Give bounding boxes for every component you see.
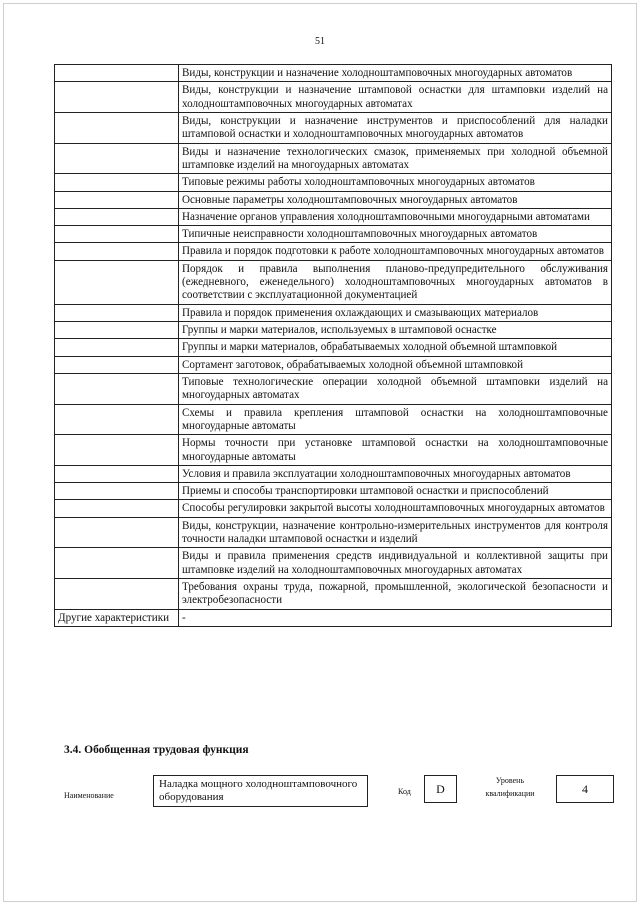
table-row: [55, 191, 612, 208]
row-label-empty: [55, 191, 179, 208]
level-label-line1: Уровень: [495, 776, 525, 785]
knowledge-item: Виды и назначение технологических смазок, применяемых при холодной объемной штамповке изделий на многоударных автоматах: [179, 143, 612, 174]
knowledge-item: Схемы и правила крепления штамповой оснастки на холодноштамповочные многоударные автоматы: [179, 404, 612, 435]
table-row: [55, 373, 612, 404]
table-row: [55, 143, 612, 174]
row-label-empty: [55, 208, 179, 225]
knowledge-item: Группы и марки материалов, обрабатываемых холодной объемной штамповкой: [179, 339, 612, 356]
function-name-box: Наладка мощного холодноштамповочного оборудования: [153, 775, 368, 807]
knowledge-item: Виды и правила применения средств индивидуальной и коллективной защиты при штамповке изделий на холодноштамповочных многоударных автоматах: [179, 548, 612, 579]
knowledge-item: Типовые режимы работы холодноштамповочных многоударных автоматов: [179, 174, 612, 191]
row-label-empty: [55, 82, 179, 113]
row-label-empty: [55, 304, 179, 321]
knowledge-item: Нормы точности при установке штамповой оснастки на холодноштамповочные многоударные автоматы: [179, 435, 612, 466]
table-row: [55, 404, 612, 435]
code-label: Код: [398, 787, 411, 796]
row-label-empty: [55, 404, 179, 435]
knowledge-item: Правила и порядок подготовки к работе холодноштамповочных многоударных автоматов: [179, 243, 612, 260]
table-row: [55, 112, 612, 143]
other-characteristics-row: [55, 609, 612, 626]
row-label-empty: [55, 174, 179, 191]
row-label-empty: [55, 465, 179, 482]
row-label-empty: [55, 483, 179, 500]
knowledge-item: Виды, конструкции и назначение штамповой оснастки для штамповки изделий на холодноштамповочных многоударных автоматах: [179, 82, 612, 113]
requirements-table-body: [55, 65, 612, 627]
row-label-empty: [55, 112, 179, 143]
knowledge-item: Виды, конструкции и назначение инструментов и приспособлений для наладки штамповой оснастки и холодноштамповочных многоударных автоматов: [179, 112, 612, 143]
requirements-table: [54, 64, 612, 627]
knowledge-item: Приемы и способы транспортировки штамповой оснастки и приспособлений: [179, 483, 612, 500]
knowledge-item: Способы регулировки закрытой высоты холодноштамповочных многоударных автоматов: [179, 500, 612, 517]
knowledge-item: Виды, конструкции и назначение холодноштамповочных многоударных автоматов: [179, 65, 612, 82]
table-row: [55, 226, 612, 243]
table-row: [55, 579, 612, 610]
section-title: 3.4. Обобщенная трудовая функция: [64, 744, 249, 756]
table-row: [55, 435, 612, 466]
other-characteristics-label: Другие характеристики: [55, 609, 179, 626]
knowledge-item: Типовые технологические операции холодной объемной штамповки изделий на многоударных автоматах: [179, 373, 612, 404]
row-label-empty: [55, 548, 179, 579]
row-label-empty: [55, 65, 179, 82]
page-number: 51: [315, 36, 325, 47]
row-label-empty: [55, 373, 179, 404]
row-label-empty: [55, 500, 179, 517]
table-row: [55, 548, 612, 579]
row-label-empty: [55, 435, 179, 466]
row-label-empty: [55, 356, 179, 373]
table-row: [55, 174, 612, 191]
table-row: [55, 304, 612, 321]
table-row: [55, 82, 612, 113]
table-row: [55, 208, 612, 225]
knowledge-item: Основные параметры холодноштамповочных многоударных автоматов: [179, 191, 612, 208]
row-label-empty: [55, 339, 179, 356]
knowledge-item: Порядок и правила выполнения планово-предупредительного обслуживания (ежедневного, еженедельного) холодноштамповочных многоударных автоматов в соответствии с эксплуатационной документацией: [179, 260, 612, 304]
knowledge-item: Требования охраны труда, пожарной, промышленной, экологической безопасности и электробезопасности: [179, 579, 612, 610]
table-row: [55, 260, 612, 304]
knowledge-item: Группы и марки материалов, используемых в штамповой оснастке: [179, 322, 612, 339]
knowledge-item: Виды, конструкции, назначение контрольно-измерительных инструментов для контроля точности наладки штамповой оснастки и изделий: [179, 517, 612, 548]
knowledge-item: Сортамент заготовок, обрабатываемых холодной объемной штамповкой: [179, 356, 612, 373]
table-row: [55, 483, 612, 500]
table-row: [55, 356, 612, 373]
row-label-empty: [55, 322, 179, 339]
table-row: [55, 500, 612, 517]
table-row: [55, 243, 612, 260]
row-label-empty: [55, 260, 179, 304]
row-label-empty: [55, 143, 179, 174]
row-label-empty: [55, 226, 179, 243]
table-row: [55, 65, 612, 82]
knowledge-item: Условия и правила эксплуатации холодноштамповочных многоударных автоматов: [179, 465, 612, 482]
level-label-line2: квалификации: [485, 789, 535, 798]
level-value-box: 4: [556, 775, 614, 803]
row-label-empty: [55, 517, 179, 548]
table-row: [55, 339, 612, 356]
row-label-empty: [55, 243, 179, 260]
knowledge-item: Назначение органов управления холодноштамповочными многоударными автоматами: [179, 208, 612, 225]
table-row: [55, 465, 612, 482]
row-label-empty: [55, 579, 179, 610]
knowledge-item: Правила и порядок применения охлаждающих и смазывающих материалов: [179, 304, 612, 321]
table-row: [55, 517, 612, 548]
name-label: Наименование: [64, 791, 114, 800]
other-characteristics-value: -: [179, 609, 612, 626]
code-value-box: D: [424, 775, 457, 803]
table-row: [55, 322, 612, 339]
knowledge-item: Типичные неисправности холодноштамповочных многоударных автоматов: [179, 226, 612, 243]
